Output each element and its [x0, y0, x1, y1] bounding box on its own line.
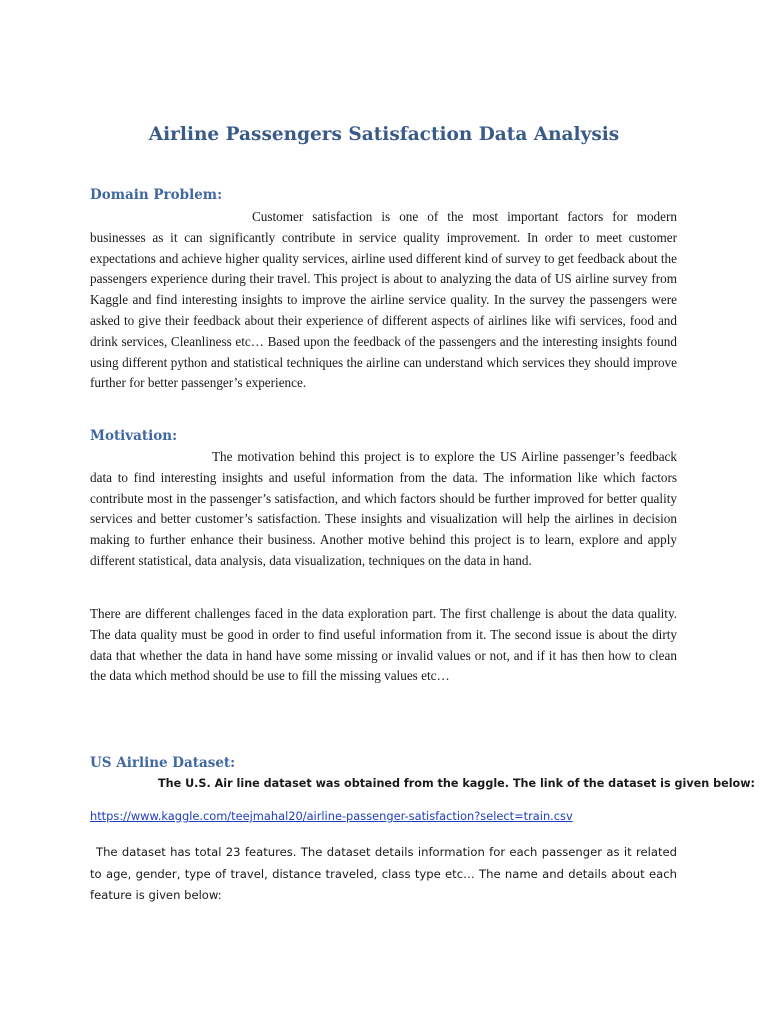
paragraph-domain-problem-text: Customer satisfaction is one of the most important factors for modern businesses as it can significantly contribute in service quality improvement. In order to meet customer expectations and achieve higher quality services, airline used different kind of survey to get feedback about the passengers experience during their travel. This project is about to analyzing the data of US airline survey from Kaggle and find interesting insights to improve the airline service quality. In the survey the passengers were asked to give their feedback about their experience of different aspects of airlines like wifi services, food and drink services, Cleanliness etc… Based upon the feedback of the passengers and the interesting insights found using different python and statistical techniques the airline can understand which services they should improve further for better passenger’s experience. — [90, 209, 677, 391]
dataset-link[interactable]: https://www.kaggle.com/teejmahal20/airline-passenger-satisfaction?select=train.csv — [90, 809, 573, 823]
dataset-intro: The U.S. Air line dataset was obtained from the kaggle. The link of the dataset is given below: — [158, 777, 756, 790]
heading-motivation: Motivation: — [90, 428, 178, 444]
page-title: Airline Passengers Satisfaction Data Analysis — [148, 124, 620, 145]
paragraph-motivation-2: There are different challenges faced in the data exploration part. The first challenge is about the data quality. The data quality must be good in order to find useful information from it. The second issue is about the dirty data that whether the data in hand have some missing or invalid values or not, and if it has then how to clean the data which method should be use to fill the missing values etc… — [90, 606, 677, 684]
heading-domain-problem: Domain Problem: — [90, 187, 223, 203]
paragraph-motivation-1-text: The motivation behind this project is to explore the US Airline passenger’s feedback data to find interesting insights and useful information from the data. The information like which factors contribute most in the passenger’s satisfaction, and which factors should be further improved for better quality services and better customer’s satisfaction. These insights and visualization will help the airlines in decision making to further enhance their business. Another motive behind this project is to learn, explore and apply different statistical, data analysis, data visualization, techniques on the data in hand. — [90, 449, 677, 568]
paragraph-dataset-text: The dataset has total 23 features. The dataset details information for each passenger as it related to age, gender, type of travel, distance traveled, class type etc… The name and details about each feature is given below: — [90, 845, 677, 902]
heading-dataset: US Airline Dataset: — [90, 755, 236, 771]
paragraph-domain-problem — [90, 207, 677, 394]
paragraph-dataset — [90, 842, 677, 907]
paragraph-motivation-1 — [90, 447, 677, 572]
